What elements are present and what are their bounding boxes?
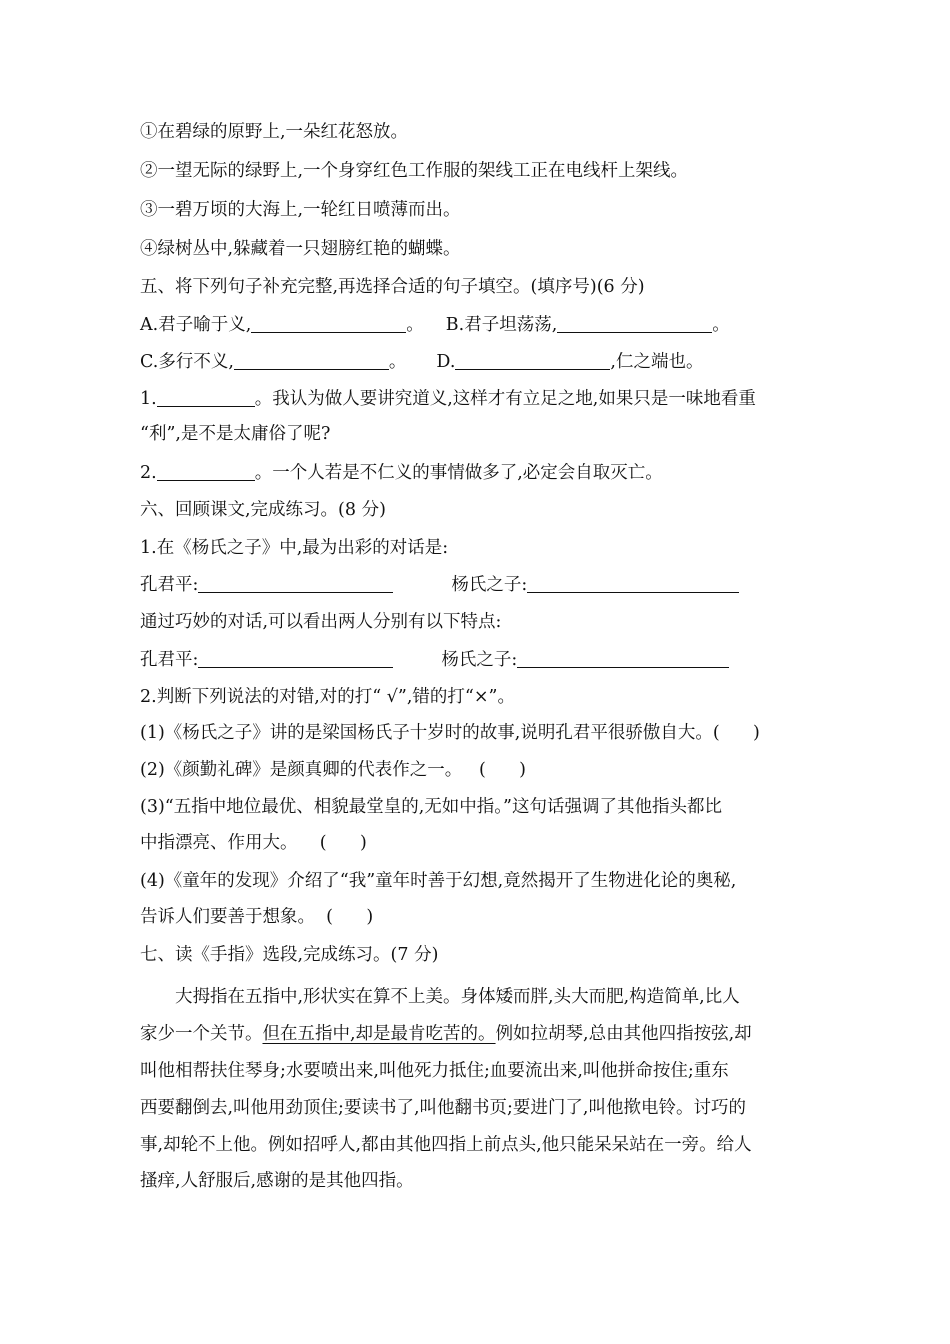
blank-kong-dialogue[interactable] [198,574,393,593]
option-3: ③一碧万顷的大海上,一轮红日喷薄而出。 [140,200,461,220]
section-6-title: 六、回顾课文,完成练习。(8 分) [140,500,386,520]
blank-kong-trait[interactable] [198,649,393,668]
passage-line-6: 搔痒,人舒服后,感谢的是其他四指。 [140,1171,414,1191]
judgment-3-cont: 中指漂亮、作用大。 ( ) [140,833,367,853]
blank-yang-trait[interactable] [517,649,729,668]
blank-a[interactable] [251,314,406,333]
sentence-a: A.君子喻于义, [140,315,252,335]
section-5-title: 五、将下列句子补充完整,再选择合适的句子填空。(填序号)(6 分) [140,277,645,297]
section-6-q1: 1.在《杨氏之子》中,最为出彩的对话是: [140,538,449,558]
sentence-c: C.多行不义, [140,352,234,372]
judgment-4: (4)《童年的发现》介绍了“我”童年时善于幻想,竟然揭开了生物进化论的奥秘, [140,871,737,891]
blank-q1[interactable] [157,388,255,407]
blank-b[interactable] [557,314,712,333]
passage-line-5: 事,却轮不上他。例如招呼人,都由其他四指上前点头,他只能呆呆站在一旁。给人 [140,1135,752,1155]
section-7-title: 七、读《手指》选段,完成练习。(7 分) [140,945,439,965]
traits-row: 孔君平: 杨氏之子: [140,648,729,672]
fill-question-2: 2. 。一个人若是不仁义的事情做多了,必定会自取灭亡。 [140,463,663,483]
judgment-2: (2)《颜勤礼碑》是颜真卿的代表作之一。 ( ) [140,760,527,780]
blank-q2[interactable] [157,462,255,481]
fill-row-ab: A.君子喻于义, 。 B.君子坦荡荡, 。 [140,315,730,335]
judgment-4-cont: 告诉人们要善于想象。 ( ) [140,907,374,927]
section-6-q2: 2.判断下列说法的对错,对的打“ √”,错的打“×”。 [140,687,515,707]
underlined-sentence: 但在五指中,却是最肯吃苦的。 [262,1024,496,1044]
blank-yang-dialogue[interactable] [527,574,739,593]
traits-prompt: 通过巧妙的对话,可以看出两人分别有以下特点: [140,612,502,632]
passage-line-1: 大拇指在五指中,形状实在算不上美。身体矮而胖,头大而肥,构造简单,比人 [175,987,740,1007]
fill-row-cd: C.多行不义, 。 D. ,仁之端也。 [140,352,704,372]
option-4: ④绿树丛中,躲藏着一只翅膀红艳的蝴蝶。 [140,239,461,259]
fill-question-1: 1. 。我认为做人要讲究道义,这样才有立足之地,如果只是一味地看重 [140,389,756,409]
passage-line-3: 叫他相帮扶住琴身;水要喷出来,叫他死力抵住;血要流出来,叫他拼命按住;重东 [140,1061,729,1081]
passage-line-4: 西要翻倒去,叫他用劲顶住;要读书了,叫他翻书页;要进门了,叫他揿电铃。讨巧的 [140,1098,746,1118]
fill-question-1-cont: “利”,是不是太庸俗了呢? [140,424,331,444]
option-1: ①在碧绿的原野上,一朵红花怒放。 [140,122,409,142]
option-2: ②一望无际的绿野上,一个身穿红色工作服的架线工正在电线杆上架线。 [140,161,689,181]
blank-d[interactable] [455,351,610,370]
sentence-b: B.君子坦荡荡, [445,315,558,335]
blank-c[interactable] [234,351,389,370]
dialogue-row: 孔君平: 杨氏之子: [140,573,739,597]
judgment-3: (3)“五指中地位最优、相貌最堂皇的,无如中指。”这句话强调了其他指头都比 [140,797,722,817]
sentence-d: D. [436,352,456,372]
passage-line-2: 家少一个关节。但在五指中,却是最肯吃苦的。例如拉胡琴,总由其他四指按弦,却 [140,1024,752,1044]
judgment-1: (1)《杨氏之子》讲的是梁国杨氏子十岁时的故事,说明孔君平很骄傲自大。( ) [140,723,760,743]
